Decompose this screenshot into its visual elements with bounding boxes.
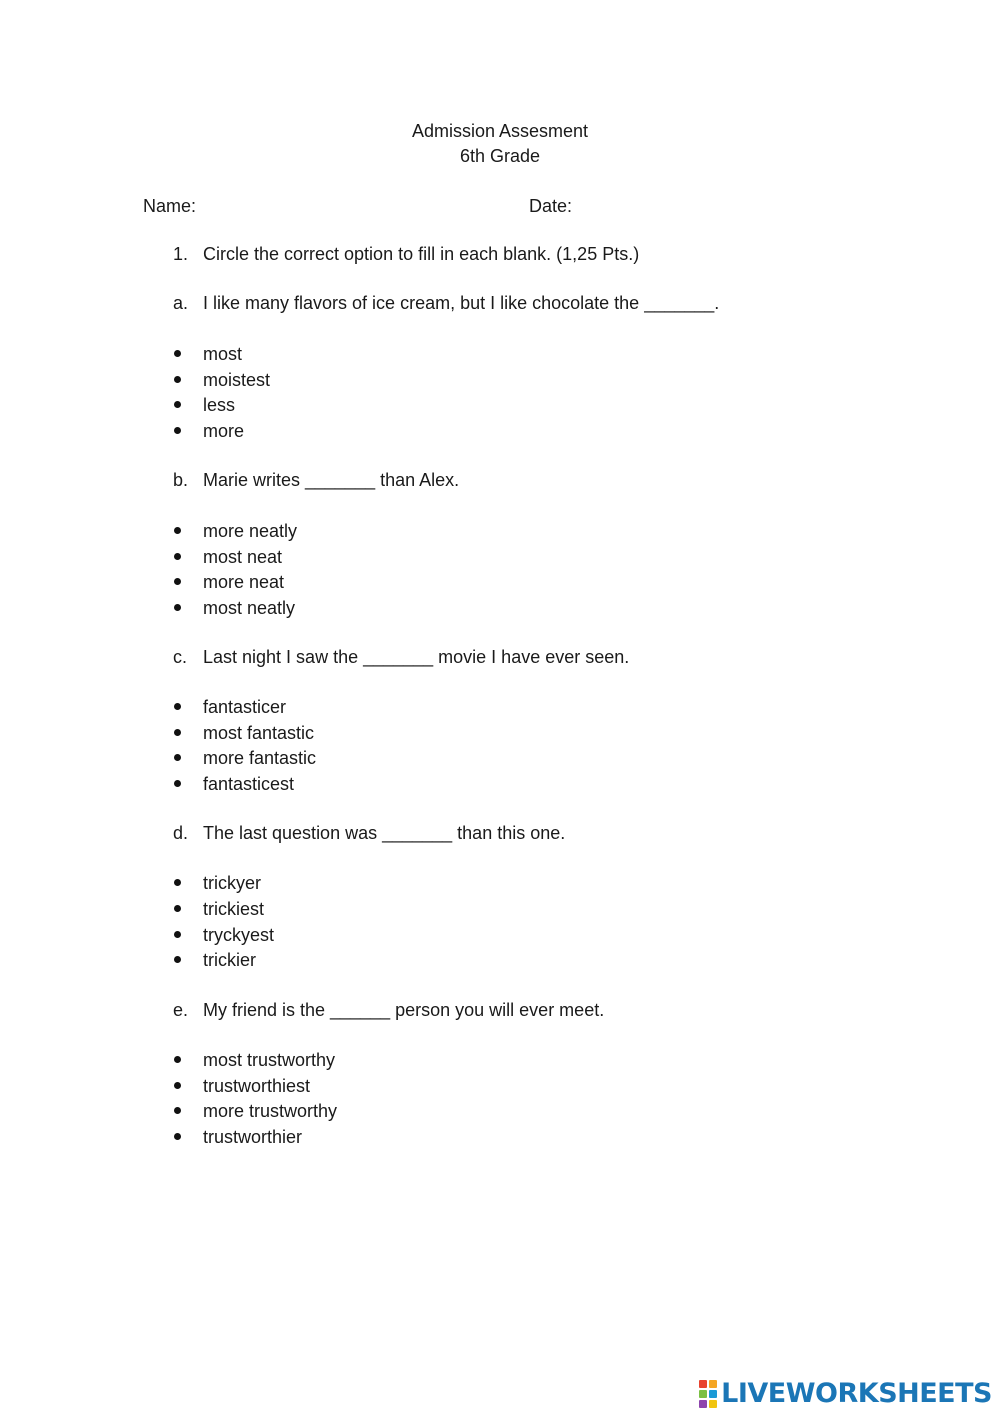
question-c-option-4[interactable]: fantasticest <box>203 774 295 794</box>
question-c-text: Last night I saw the _______ movie I have ever seen. <box>203 647 630 667</box>
question-a-letter: a. <box>173 293 189 313</box>
bullet-icon <box>174 604 181 611</box>
question-c-letter: c. <box>173 647 188 667</box>
question-c-option-1[interactable]: fantasticer <box>203 697 287 717</box>
question-d-letter: d. <box>173 823 189 843</box>
bullet-icon <box>174 527 181 534</box>
bullet-icon <box>174 578 181 585</box>
bullet-icon <box>174 1056 181 1063</box>
question-b-option-1[interactable]: more neatly <box>203 521 298 541</box>
bullet-icon <box>174 1107 181 1114</box>
liveworksheets-brand[interactable] <box>699 1379 992 1409</box>
date-label: Date: <box>529 196 573 216</box>
instruction-text: Circle the correct option to fill in each blank. (1,25 Pts.) <box>203 244 640 264</box>
liveworksheets-logo-icon <box>699 1380 717 1408</box>
question-d-option-3[interactable]: tryckyest <box>203 925 275 945</box>
bullet-icon <box>174 350 181 357</box>
bullet-icon <box>174 754 181 761</box>
bullet-icon <box>174 931 181 938</box>
bullet-icon <box>174 703 181 710</box>
bullet-icon <box>174 729 181 736</box>
question-a-text: I like many flavors of ice cream, but I like chocolate the _______. <box>203 293 720 313</box>
bullet-icon <box>174 401 181 408</box>
question-b-text: Marie writes _______ than Alex. <box>203 470 460 490</box>
bullet-icon <box>174 427 181 434</box>
question-c-option-2[interactable]: most fantastic <box>203 723 315 743</box>
question-b-option-4[interactable]: most neatly <box>203 598 296 618</box>
page-title: Admission Assesment <box>411 121 589 141</box>
page-subtitle: 6th Grade <box>459 146 541 166</box>
question-e-option-2[interactable]: trustworthiest <box>203 1076 311 1096</box>
bullet-icon <box>174 1133 181 1140</box>
question-d-text: The last question was _______ than this one. <box>203 823 566 843</box>
question-e-option-1[interactable]: most trustworthy <box>203 1050 336 1070</box>
instruction-number: 1. <box>173 244 189 264</box>
question-e-letter: e. <box>173 1000 189 1020</box>
question-e-text: My friend is the ______ person you will ever meet. <box>203 1000 605 1020</box>
bullet-icon <box>174 879 181 886</box>
bullet-icon <box>174 905 181 912</box>
question-a-option-1[interactable]: most <box>203 344 243 364</box>
question-e-option-4[interactable]: trustworthier <box>203 1127 303 1147</box>
question-a-option-4[interactable]: more <box>203 421 245 441</box>
question-e-option-3[interactable]: more trustworthy <box>203 1101 338 1121</box>
question-c-option-3[interactable]: more fantastic <box>203 748 317 768</box>
question-d-option-2[interactable]: trickiest <box>203 899 265 919</box>
bullet-icon <box>174 780 181 787</box>
question-b-option-3[interactable]: more neat <box>203 572 285 592</box>
question-d-option-4[interactable]: trickier <box>203 950 256 970</box>
bullet-icon <box>174 376 181 383</box>
name-label: Name: <box>143 196 197 216</box>
bullet-icon <box>174 956 181 963</box>
question-b-letter: b. <box>173 470 189 490</box>
bullet-icon <box>174 553 181 560</box>
bullet-icon <box>174 1082 181 1089</box>
question-a-option-2[interactable]: moistest <box>203 370 271 390</box>
liveworksheets-wordmark: LIVEWORKSHEETS <box>721 1378 992 1409</box>
question-d-option-1[interactable]: trickyer <box>203 873 261 893</box>
question-a-option-3[interactable]: less <box>203 395 236 415</box>
question-b-option-2[interactable]: most neat <box>203 547 283 567</box>
